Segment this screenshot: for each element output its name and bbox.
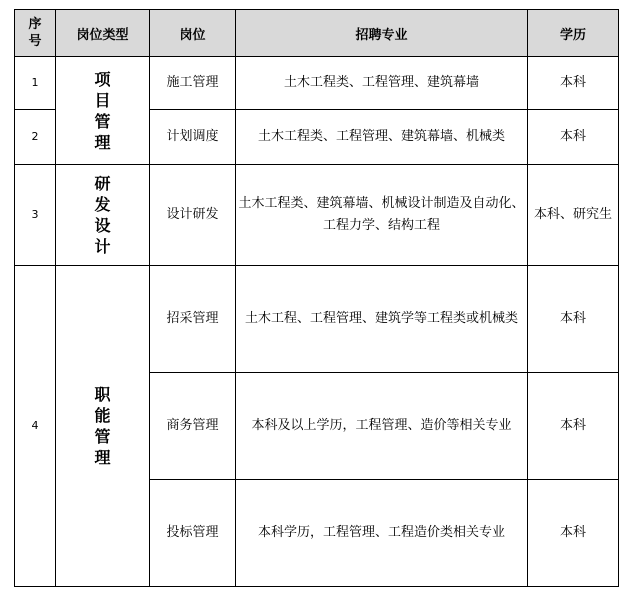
row-number: 1: [15, 57, 56, 110]
major-cell: 土木工程类、工程管理、建筑幕墙、机械类: [236, 110, 528, 165]
category-label: 研发设计: [94, 174, 111, 256]
education-cell: 本科: [528, 110, 619, 165]
category-cell: [56, 57, 150, 165]
header-post: 岗位: [150, 10, 236, 57]
post-cell: 商务管理: [150, 373, 236, 480]
category-cell: [56, 165, 150, 266]
table-row: [15, 266, 619, 373]
table-row: [15, 165, 619, 266]
post-cell: 计划调度: [150, 110, 236, 165]
header-type: 岗位类型: [56, 10, 150, 57]
post-cell: 投标管理: [150, 480, 236, 587]
table-row: [15, 57, 619, 110]
header-edu: 学历: [528, 10, 619, 57]
row-number: 3: [15, 165, 56, 266]
education-cell: 本科、研究生: [528, 165, 619, 266]
category-cell: [56, 266, 150, 587]
education-cell: 本科: [528, 373, 619, 480]
header-seq: [15, 10, 56, 57]
row-number: 2: [15, 110, 56, 165]
post-cell: 招采管理: [150, 266, 236, 373]
education-cell: 本科: [528, 266, 619, 373]
major-cell: 土木工程、工程管理、建筑学等工程类或机械类: [236, 266, 528, 373]
major-cell: 本科学历，工程管理、工程造价类相关专业: [236, 480, 528, 587]
education-cell: 本科: [528, 480, 619, 587]
education-cell: 本科: [528, 57, 619, 110]
header-seq-label: 序号: [28, 17, 42, 49]
major-cell: 土木工程类、工程管理、建筑幕墙: [236, 57, 528, 110]
major-cell: 本科及以上学历，工程管理、造价等相关专业: [236, 373, 528, 480]
major-cell: 土木工程类、建筑幕墙、机械设计制造及自动化、工程力学、结构工程: [236, 165, 528, 266]
category-label: 职能管理: [94, 385, 111, 467]
recruitment-table: [14, 9, 619, 587]
category-label: 项目管理: [94, 69, 111, 152]
header-row: [15, 10, 619, 57]
header-major: 招聘专业: [236, 10, 528, 57]
row-number: 4: [15, 266, 56, 587]
post-cell: 施工管理: [150, 57, 236, 110]
post-cell: 设计研发: [150, 165, 236, 266]
